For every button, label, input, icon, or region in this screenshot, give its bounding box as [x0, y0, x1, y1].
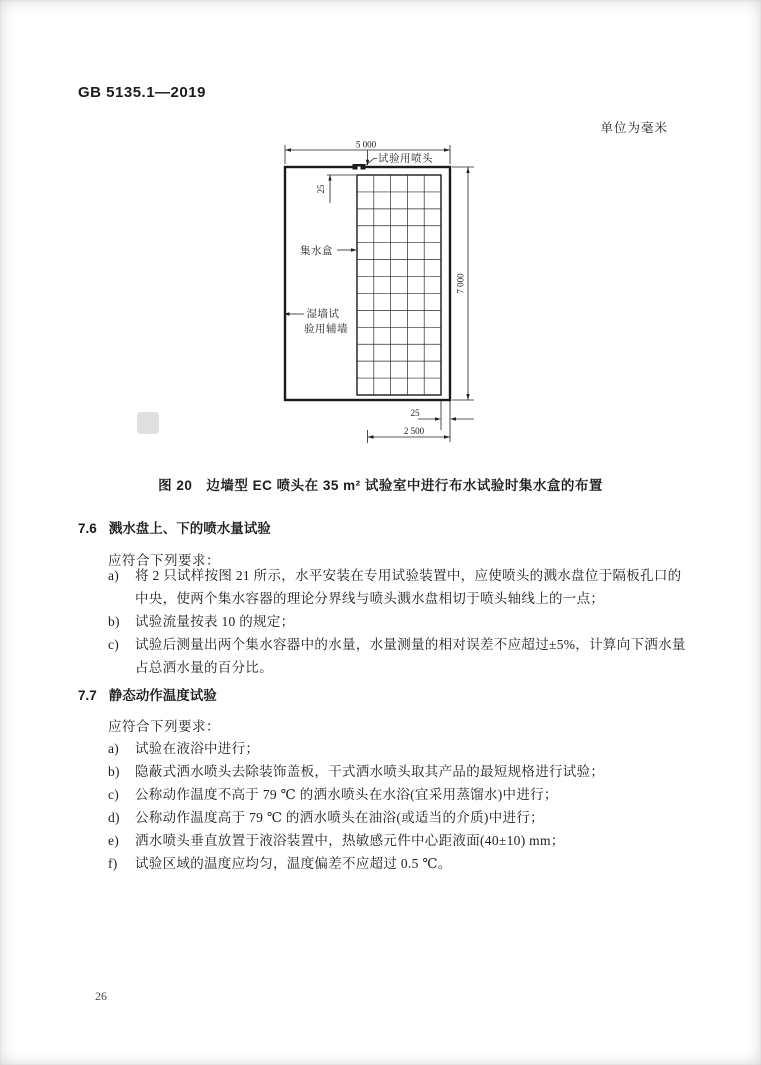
- item-label: b): [108, 764, 120, 779]
- dimension-top-offset: [316, 175, 356, 203]
- item-label: c): [108, 637, 120, 652]
- sprinkler-label: 试验用喷头: [378, 153, 433, 165]
- page-number: 26: [95, 989, 107, 1003]
- wet-wall-label-line2: 验用辅墙: [304, 324, 348, 335]
- collection-box-grid: [357, 175, 441, 395]
- item-text: 试验流量按表 10 的规定；: [135, 614, 295, 629]
- sprinkler-symbol: [353, 164, 366, 170]
- section-number: 7.6: [78, 521, 97, 536]
- dim-2500-label: 2 500: [403, 426, 425, 436]
- item-label: c): [108, 787, 120, 802]
- figure-caption: 图 20 边墙型 EC 喷头在 35 m² 试验室中进行布水试验时集水盒的布置: [158, 478, 603, 493]
- dim-25-side-label: 25: [410, 408, 420, 418]
- section-title: 溅水盘上、下的喷水量试验: [108, 521, 271, 536]
- section-7-7-list: [108, 737, 688, 875]
- list-item: [108, 564, 688, 610]
- section-7-6-list: [108, 564, 688, 679]
- item-label: b): [108, 614, 120, 629]
- list-item: [108, 806, 688, 829]
- dimension-room-height: [452, 167, 474, 400]
- collection-box-label: 集水盒: [300, 246, 333, 257]
- collection-box-callout: [300, 244, 357, 257]
- list-item: [108, 633, 688, 679]
- section-title: 静态动作温度试验: [108, 688, 217, 703]
- wet-wall-callout: [284, 307, 349, 335]
- section-7-6-intro: 应符合下列要求：: [108, 553, 220, 568]
- item-label: a): [108, 568, 120, 583]
- list-item: [108, 829, 688, 852]
- item-text: 公称动作温度不高于 79 ℃ 的洒水喷头在水浴(宜采用蒸馏水)中进行；: [135, 787, 558, 802]
- section-7-7-heading: [78, 684, 217, 704]
- scan-artifact: [137, 412, 159, 434]
- list-item: [108, 852, 688, 875]
- dim-5000-label: 5 000: [355, 140, 377, 150]
- item-text: 试验区域的温度应均匀，温度偏差不应超过 0.5 ℃。: [135, 856, 452, 871]
- figure-20-diagram: [278, 140, 488, 460]
- item-label: e): [108, 833, 120, 848]
- item-label: d): [108, 810, 120, 825]
- units-note: 单位为毫米: [600, 121, 668, 135]
- list-item: [108, 610, 688, 633]
- item-label: a): [108, 741, 120, 756]
- item-text: 隐蔽式洒水喷头去除装饰盖板，干式洒水喷头取其产品的最短规格进行试验；: [135, 764, 605, 779]
- dim-7000-label: 7 000: [455, 273, 466, 294]
- section-number: 7.7: [78, 688, 97, 703]
- section-7-6-heading: [78, 517, 271, 537]
- item-label: f): [108, 856, 118, 871]
- dimension-bottom-group: [368, 401, 475, 443]
- item-text: 试验后测量出两个集水容器中的水量，水量测量的相对误差不应超过±5%，计算向下洒水量占总洒水量的百分比。: [135, 637, 686, 675]
- wet-wall-label-line1: 湿墙试: [306, 309, 340, 320]
- item-text: 公称动作温度高于 79 ℃ 的洒水喷头在油浴(或适当的介质)中进行；: [135, 810, 544, 825]
- item-text: 洒水喷头垂直放置于液浴装置中，热敏感元件中心距液面(40±10) mm；: [135, 833, 565, 848]
- list-item: [108, 783, 688, 806]
- section-7-7-intro: 应符合下列要求：: [108, 719, 220, 734]
- list-item: [108, 737, 688, 760]
- dim-25-top-label: 25: [316, 184, 326, 194]
- item-text: 将 2 只试样按图 21 所示，水平安装在专用试验装置中，应使喷头的溅水盘位于隔板孔口的中央，使两个集水容器的理论分界线与喷头溅水盘相切于喷头轴线上的一点；: [135, 568, 682, 606]
- list-item: [108, 760, 688, 783]
- standard-number: GB 5135.1—2019: [78, 84, 206, 101]
- item-text: 试验在液浴中进行；: [135, 741, 260, 756]
- test-room-outline: [285, 167, 450, 400]
